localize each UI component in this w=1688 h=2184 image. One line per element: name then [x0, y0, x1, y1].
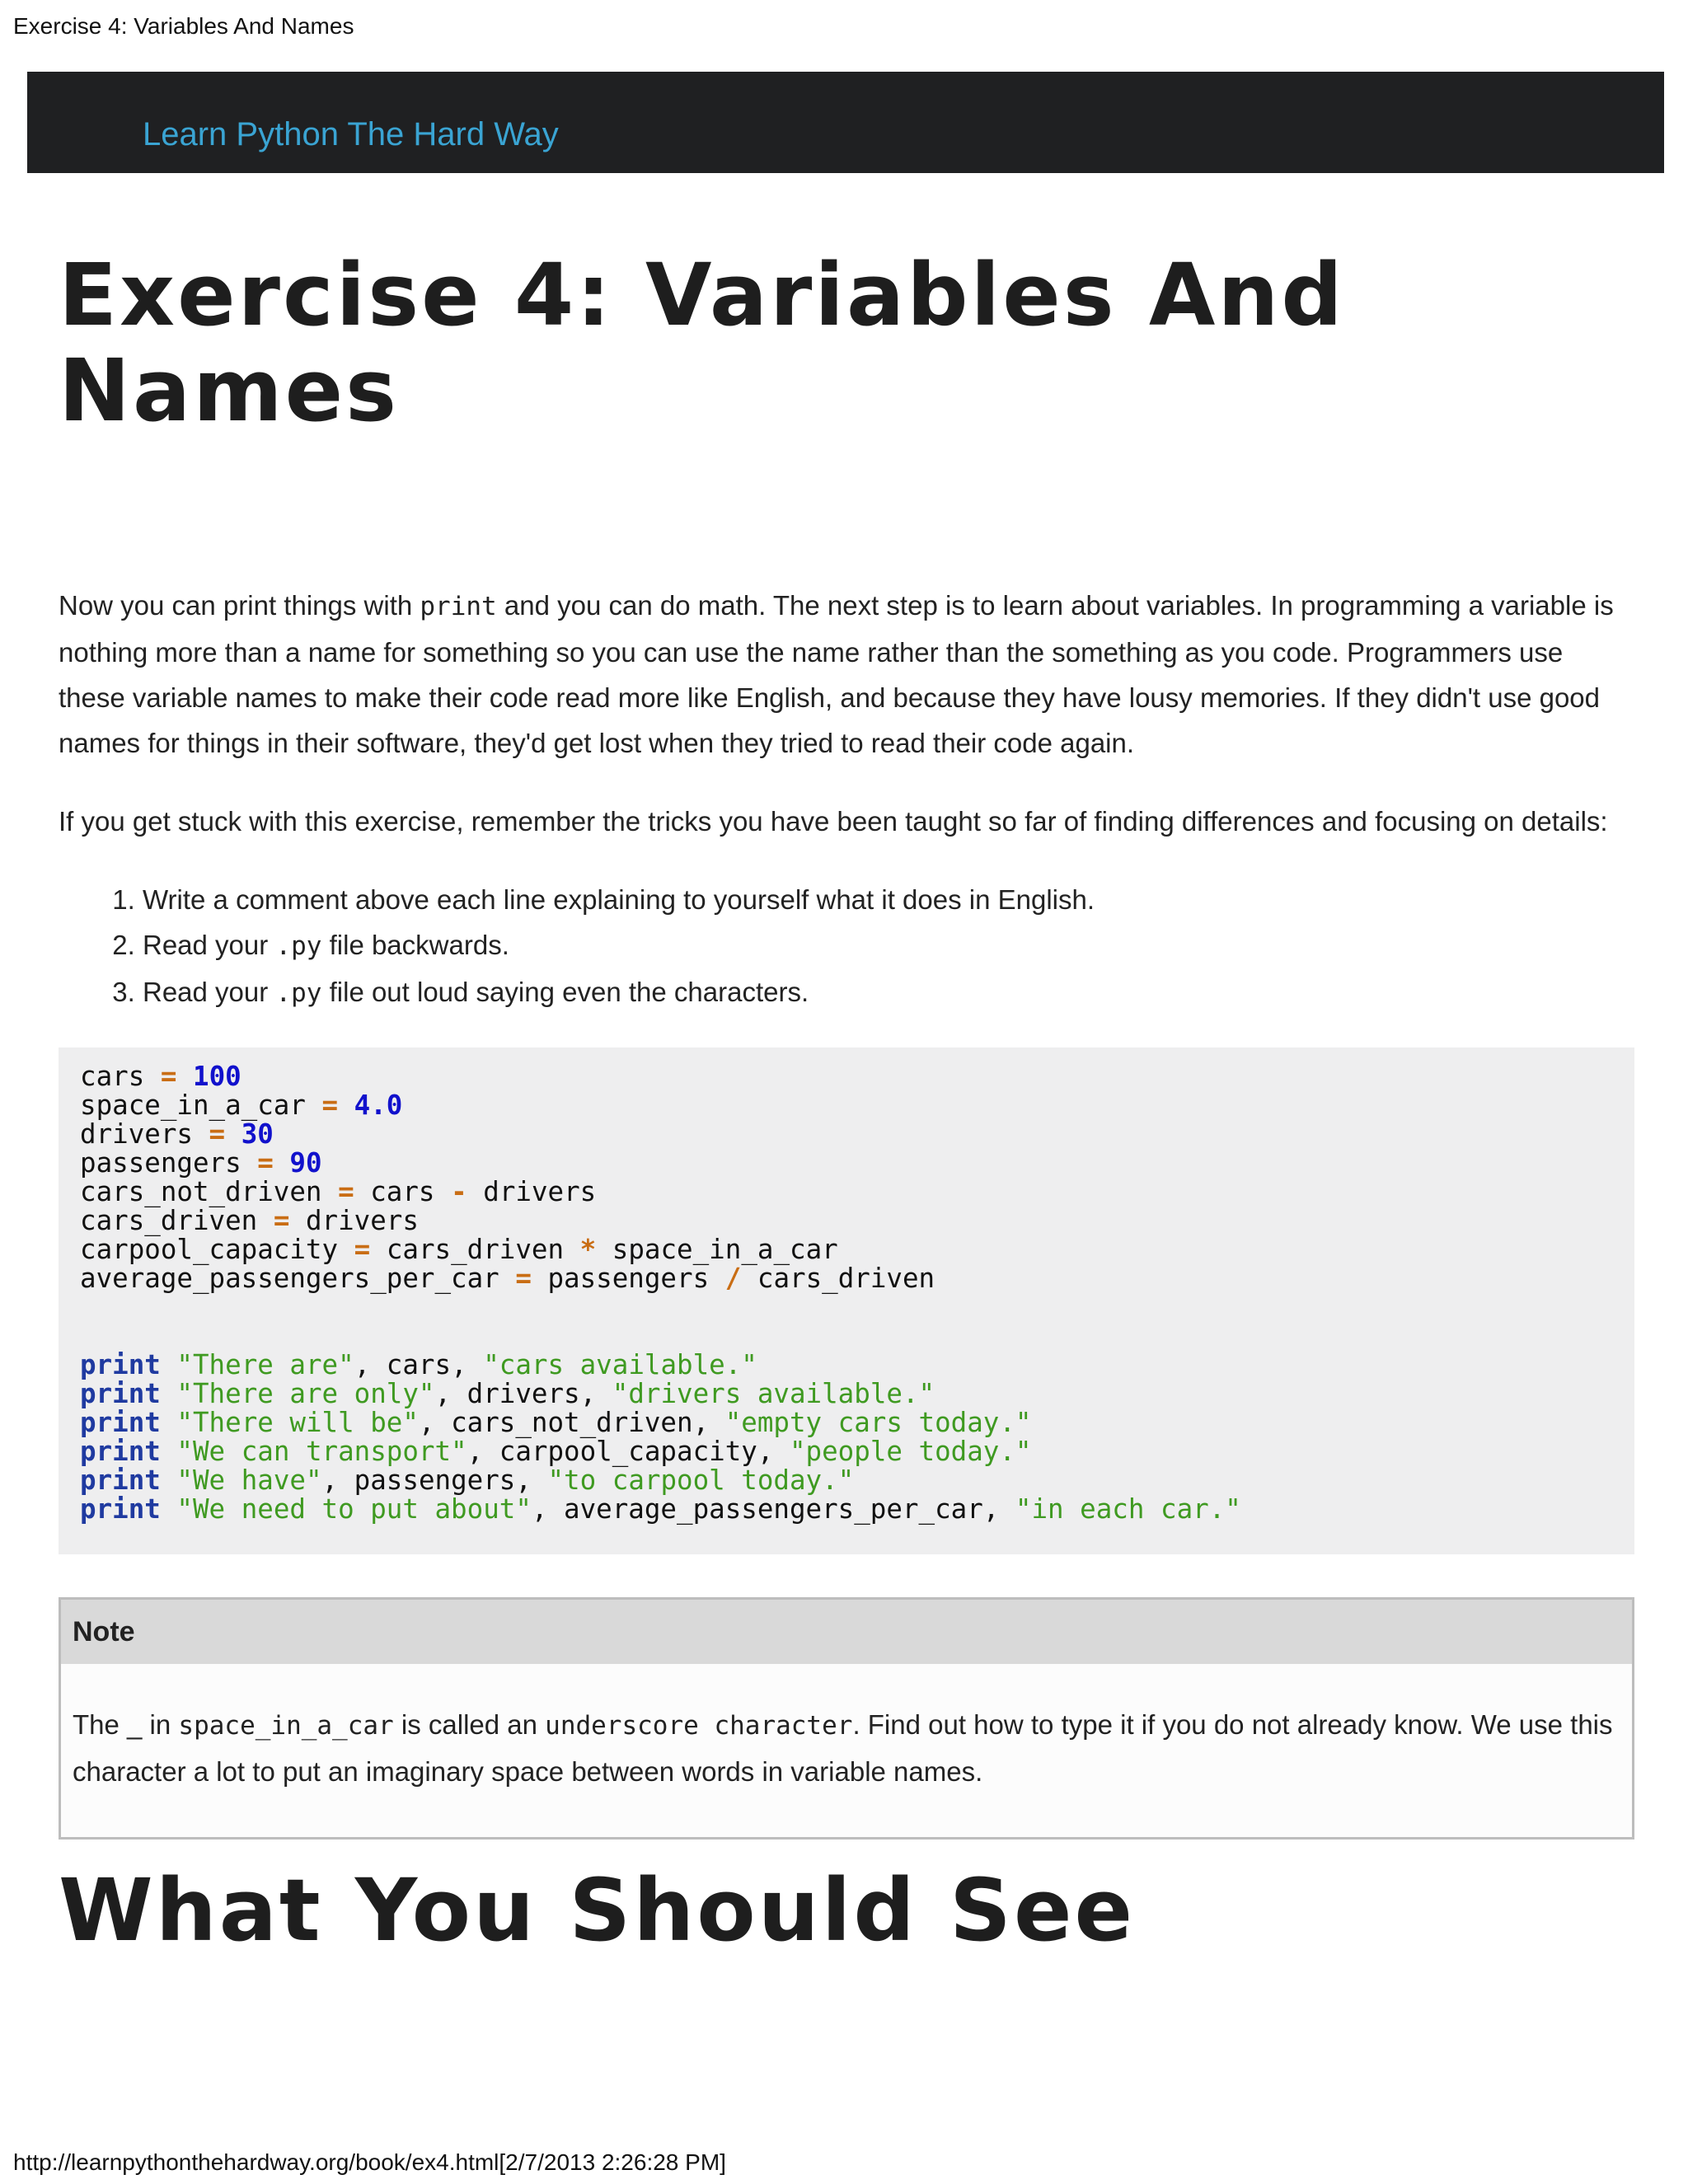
code-block: [59, 1047, 1634, 1554]
code-string: "empty cars today.": [724, 1407, 1032, 1438]
inline-code-py: .py: [275, 931, 322, 961]
code-line: [80, 1264, 1613, 1293]
code-line: [80, 1120, 1613, 1149]
code-operator: =: [354, 1234, 371, 1265]
code-line: [80, 1149, 1613, 1178]
code-number: 30: [241, 1118, 274, 1150]
code-keyword: print: [80, 1349, 161, 1380]
code-line: print "There are", cars, "cars available.": [80, 1349, 757, 1380]
step-text-post: file out loud saying even the characters.: [321, 977, 809, 1007]
page-title: Exercise 4: Variables And Names: [59, 245, 1345, 441]
step-text-pre: Read your: [143, 930, 276, 960]
intro-paragraph: [59, 583, 1634, 766]
navbar: [27, 72, 1664, 173]
code-string: "cars available.": [483, 1349, 757, 1380]
code-number: 100: [193, 1061, 241, 1092]
code-var: carpool_capacity: [80, 1234, 339, 1265]
code-var: passengers: [547, 1263, 710, 1294]
code-operator: -: [451, 1176, 467, 1207]
code-number: 90: [289, 1147, 322, 1179]
step-text: Write a comment above each line explaining to yourself what it does in English.: [143, 884, 1095, 915]
brand-link[interactable]: Learn Python The Hard Way: [143, 116, 559, 152]
code-operator: =: [338, 1176, 354, 1207]
code-var: cars: [386, 1349, 452, 1380]
list-item: [143, 877, 1634, 922]
code-string: "There are": [176, 1349, 354, 1380]
code-string: "There will be": [176, 1407, 419, 1438]
code-string: "There are only": [176, 1378, 435, 1409]
print-header: Exercise 4: Variables And Names: [13, 13, 354, 39]
list-item: [143, 969, 1634, 1016]
code-line: [80, 1178, 1613, 1207]
print-footer: http://learnpythonthehardway.org/book/ex4.html[2/7/2013 2:26:28 PM]: [13, 2149, 726, 2175]
code-operator: =: [515, 1263, 532, 1294]
code-string: "people today.": [789, 1436, 1032, 1467]
inline-code-var: space_in_a_car: [178, 1711, 394, 1741]
code-number: 4.0: [354, 1090, 403, 1121]
note-text: The _ in: [73, 1709, 179, 1740]
code-string: "drivers available.": [612, 1378, 935, 1409]
code-var: cars_not_driven: [451, 1407, 693, 1438]
code-blank-line: [80, 1293, 1613, 1322]
code-line: print "There are only", drivers, "drivers available.": [80, 1378, 935, 1409]
code-line: print "We can transport", carpool_capacity, "people today.": [80, 1436, 1032, 1467]
code-string: "in each car.": [1015, 1493, 1241, 1525]
list-item: [143, 922, 1634, 969]
code-operator: =: [209, 1118, 226, 1150]
code-var: passengers: [80, 1147, 241, 1179]
code-line: print "We need to put about", average_passengers_per_car, "in each car.": [80, 1493, 1241, 1525]
code-var: drivers: [80, 1118, 193, 1150]
code-var: drivers: [305, 1205, 419, 1236]
code-var: cars_driven: [386, 1234, 565, 1265]
note-text: is called an: [393, 1709, 546, 1740]
code-string: "to carpool today.": [547, 1465, 855, 1496]
code-line: [80, 1062, 1613, 1091]
section-heading: What You Should See: [59, 1860, 1136, 1961]
code-blank-line: [80, 1322, 1613, 1351]
code-line: print "We have", passengers, "to carpool today.": [80, 1465, 855, 1496]
code-line: [80, 1235, 1613, 1264]
note-body: [61, 1664, 1632, 1837]
code-operator: /: [724, 1263, 742, 1294]
code-var: carpool_capacity: [499, 1436, 757, 1467]
note-title: Note: [61, 1600, 1632, 1664]
code-var: cars_driven: [757, 1263, 935, 1294]
code-var: cars_driven: [80, 1205, 258, 1236]
code-keyword: print: [80, 1465, 161, 1496]
intro-text-pre: Now you can print things with: [59, 590, 420, 621]
main-content: [59, 245, 1634, 1961]
code-line: [80, 1091, 1613, 1120]
code-var: cars_not_driven: [80, 1176, 322, 1207]
code-operator: =: [160, 1061, 177, 1092]
step-text-post: file backwards.: [321, 930, 509, 960]
stuck-paragraph: If you get stuck with this exercise, remember the tricks you have been taught so far of finding differences and focusing on details:: [59, 806, 1608, 837]
code-var: drivers: [467, 1378, 580, 1409]
code-var: cars: [370, 1176, 435, 1207]
steps-list: [59, 877, 1634, 1016]
code-var: passengers: [354, 1465, 516, 1496]
code-operator: =: [273, 1205, 290, 1236]
code-keyword: print: [80, 1407, 161, 1438]
code-keyword: print: [80, 1436, 161, 1467]
code-string: "We can transport": [176, 1436, 467, 1467]
note-box: [59, 1597, 1634, 1840]
code-var: drivers: [483, 1176, 597, 1207]
code-string: "We need to put about": [176, 1493, 532, 1525]
code-operator: =: [257, 1147, 274, 1179]
code-var: cars: [80, 1061, 145, 1092]
inline-code-underscore: underscore character: [545, 1711, 853, 1741]
code-var: space_in_a_car: [80, 1090, 306, 1121]
code-string: "We have": [176, 1465, 322, 1496]
code-var: average_passengers_per_car: [564, 1493, 983, 1525]
inline-code-py: .py: [275, 978, 322, 1008]
intro-text-post: and you can do math. The next step is to learn about variables. In programming a variable is nothing more than a name for something so you can use the name rather than the something as you code. Programmers use these variable names to make their code read more like English, and because they have lousy memories. If they didn't use good names for things in their software, they'd get lost when they tried to read their code again.: [59, 590, 1614, 758]
code-keyword: print: [80, 1378, 161, 1409]
code-line: print "There will be", cars_not_driven, "empty cars today.": [80, 1407, 1032, 1438]
inline-code-print: print: [420, 592, 497, 621]
note-text: . Find out how to type it if you do not already know. We use this character a lot to put an imaginary space between words in variable names.: [73, 1709, 1613, 1787]
code-var: space_in_a_car: [612, 1234, 838, 1265]
step-text-pre: Read your: [143, 977, 276, 1007]
code-operator: =: [321, 1090, 339, 1121]
code-var: average_passengers_per_car: [80, 1263, 499, 1294]
code-keyword: print: [80, 1493, 161, 1525]
code-operator: *: [579, 1234, 597, 1265]
code-line: [80, 1207, 1613, 1235]
